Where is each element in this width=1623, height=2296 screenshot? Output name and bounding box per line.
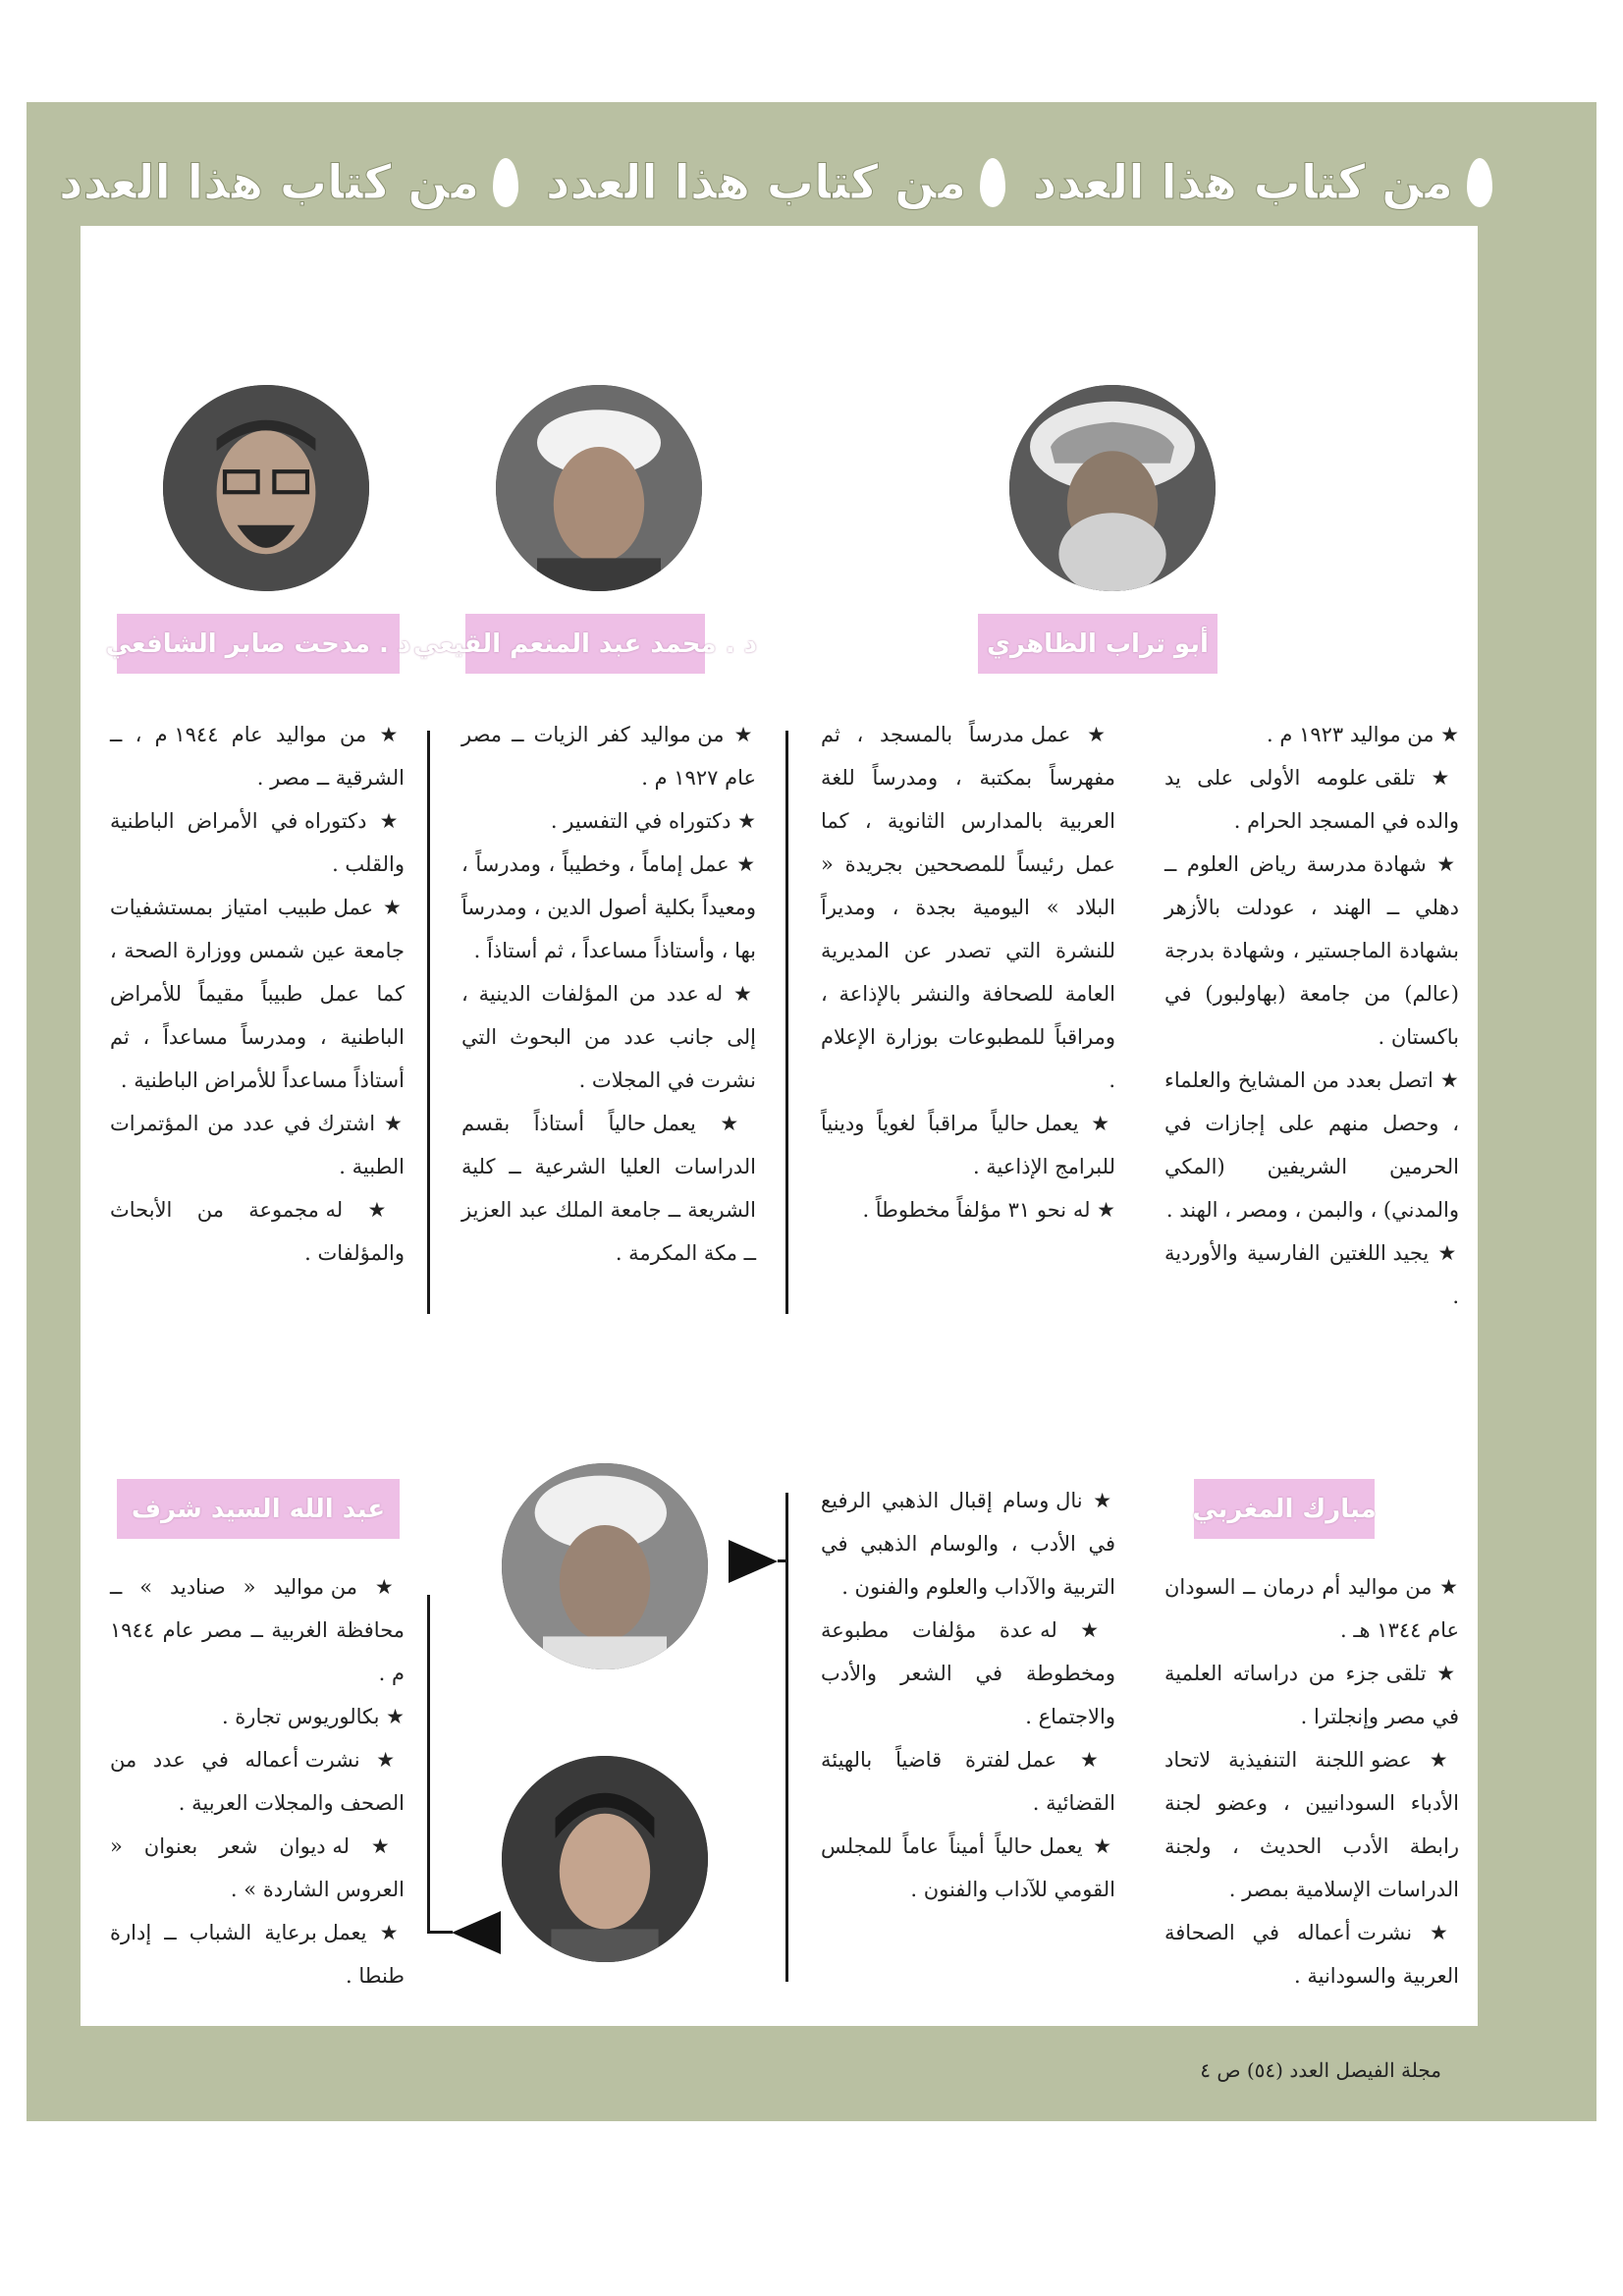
- bio-item: ★ له عدة مؤلفات مطبوعة ومخطوطة في الشعر والأدب والاجتماع .: [821, 1609, 1115, 1738]
- author-photo-qayyi: [496, 385, 702, 591]
- connector-line: [778, 1559, 788, 1562]
- name-bar-qayyi: [413, 614, 757, 674]
- bio-item: ★ يعمل حالياً مراقباً لغوياً ودينياً للبرامج الإذاعية .: [821, 1102, 1115, 1188]
- bio-item: ★ عضو اللجنة التنفيذية لاتحاد الأدباء السودانيين ، وعضو لجنة رابطة الأدب الحديث ، ولجنة الدراسات الإسلامية بمصر .: [1164, 1738, 1459, 1911]
- bio-item: ★ شهادة مدرسة رياض العلوم ــ دهلي ــ الهند ، عودلت بالأزهر بشهادة الماجستير ، وشهادة بدرجة (عالم) من جامعة (بهاولبور) في باكستان .: [1164, 843, 1459, 1059]
- column-divider: [785, 1493, 788, 1982]
- bio-column: [461, 713, 756, 1275]
- bio-item: ★ من مواليد أم درمان ــ السودان عام ١٣٤٤ هـ .: [1164, 1565, 1459, 1652]
- banner-text: من كتاب هذا العدد: [545, 155, 967, 210]
- bio-item: ★ له نحو ٣١ مؤلفاً مخطوطاً .: [821, 1188, 1115, 1231]
- connector-line: [427, 1931, 453, 1934]
- name-bar-abu-turab: [978, 614, 1217, 674]
- arrow-left-icon: [452, 1911, 501, 1954]
- author-name: د . مدحت صابر الشافعي: [105, 629, 411, 659]
- bio-item: ★ يجيد اللغتين الفارسية والأوردية .: [1164, 1231, 1459, 1318]
- leaf-icon: [980, 158, 1005, 207]
- bio-item: ★ دكتوراه في التفسير .: [461, 799, 756, 843]
- arrow-right-icon: [729, 1540, 778, 1583]
- bio-column: [821, 713, 1115, 1231]
- banner-text: من كتاب هذا العدد: [59, 155, 480, 210]
- bio-item: ★ له مجموعة من الأبحاث والمؤلفات .: [110, 1188, 405, 1275]
- bio-item: ★ من مواليد « صناديد » ــ محافظة الغربية ــ مصر عام ١٩٤٤ م .: [110, 1565, 405, 1695]
- author-name: عبد الله السيد شرف: [131, 1494, 386, 1524]
- bio-item: ★ نال وسام إقبال الذهبي الرفيع في الأدب ، والوسام الذهبي في التربية والآداب والعلوم والفنون .: [821, 1479, 1115, 1609]
- column-divider: [785, 731, 788, 1314]
- author-name: مبارك المغربي: [1192, 1494, 1377, 1524]
- bio-item: ★ له عدد من المؤلفات الدينية ، إلى جانب عدد من البحوث التي نشرت في المجلات .: [461, 972, 756, 1102]
- bio-item: ★ عمل إماماً ، وخطيباً ، ومدرساً ، ومعيداً بكلية أصول الدين ، ومدرساً بها ، وأستاذاً مساعداً ، ثم أستاذاً .: [461, 843, 756, 972]
- author-photo-abu-turab: [1009, 385, 1216, 591]
- bio-item: ★ عمل مدرساً بالمسجد ، ثم مفهرساً بمكتبة ، ومدرساً للغة العربية بالمدارس الثانوية ، كما عمل رئيساً للمصححين بجريدة « البلاد » اليومية بجدة ، ومديراً للنشرة التي تصدر عن المديرية العامة للصحافة والنشر بالإذاعة ، ومراقباً للمطبوعات بوزارة الإعلام .: [821, 713, 1115, 1102]
- bio-column: [110, 1565, 405, 1997]
- author-name: أبو تراب الظاهري: [987, 629, 1209, 659]
- leaf-icon: [493, 158, 518, 207]
- column-divider: [427, 1595, 430, 1933]
- leaf-icon: [1467, 158, 1492, 207]
- page-footer: مجلة الفيصل العدد (٥٤) ص ٤: [1200, 2058, 1441, 2082]
- author-photo-maghribi: [502, 1463, 708, 1669]
- bio-item: ★ عمل لفترة قاضياً بالهيئة القضائية .: [821, 1738, 1115, 1825]
- banner-item: [59, 155, 518, 210]
- bio-column: [110, 713, 405, 1275]
- bio-item: ★ تلقى جزء من دراساته العلمية في مصر وإنجلترا .: [1164, 1652, 1459, 1738]
- banner-item: [546, 155, 1005, 210]
- bio-item: ★ نشرت أعماله في عدد من الصحف والمجلات العربية .: [110, 1738, 405, 1825]
- banner-text: من كتاب هذا العدد: [1032, 155, 1453, 210]
- author-photo-sharaf: [502, 1756, 708, 1962]
- name-bar-shafii: [105, 614, 411, 674]
- bio-item: ★ يعمل حالياً أستاذاً بقسم الدراسات العليا الشرعية ــ كلية الشريعة ــ جامعة الملك عبد العزيز ــ مكة المكرمة .: [461, 1102, 756, 1275]
- author-name: د . محمد عبد المنعم القيعي: [413, 629, 757, 659]
- bio-item: ★ بكالوريوس تجارة .: [110, 1695, 405, 1738]
- banner-item: [1033, 155, 1492, 210]
- bio-item: ★ اتصل بعدد من المشايخ والعلماء ، وحصل منهم على إجازات في الحرمين الشريفين (المكي والمدني) ، والبمن ، ومصر ، الهند .: [1164, 1059, 1459, 1231]
- bio-column: [821, 1479, 1115, 1911]
- column-divider: [427, 731, 430, 1314]
- name-bar-sharaf: [117, 1479, 400, 1539]
- bio-item: ★ عمل طبيب امتياز بمستشفيات جامعة عين شمس ووزارة الصحة ، كما عمل طبيباً مقيماً للأمراض الباطنية ، ومدرساً مساعداً ، ثم أستاذاً مساعداً للأمراض الباطنية .: [110, 886, 405, 1102]
- bio-item: ★ يعمل برعاية الشباب ــ إدارة طنطا .: [110, 1911, 405, 1997]
- bio-item: ★ دكتوراه في الأمراض الباطنية والقلب .: [110, 799, 405, 886]
- header-banner: [59, 147, 1492, 218]
- bio-item: ★ له ديوان شعر بعنوان « العروس الشاردة » .: [110, 1825, 405, 1911]
- bio-item: ★ من مواليد ١٩٢٣ م .: [1164, 713, 1459, 756]
- name-bar-maghribi: [1194, 1479, 1375, 1539]
- bio-item: ★ اشترك في عدد من المؤتمرات الطبية .: [110, 1102, 405, 1188]
- bio-column: [1164, 1565, 1459, 1997]
- bio-item: ★ يعمل حالياً أميناً عاماً للمجلس القومي للآداب والفنون .: [821, 1825, 1115, 1911]
- bio-column: [1164, 713, 1459, 1318]
- author-photo-shafii: [163, 385, 369, 591]
- bio-item: ★ تلقى علومه الأولى على يد والده في المسجد الحرام .: [1164, 756, 1459, 843]
- bio-item: ★ من مواليد كفر الزيات ــ مصر عام ١٩٢٧ م .: [461, 713, 756, 799]
- bio-item: ★ نشرت أعماله في الصحافة العربية والسودانية .: [1164, 1911, 1459, 1997]
- bio-item: ★ من مواليد عام ١٩٤٤ م ، ــ الشرقية ــ مصر .: [110, 713, 405, 799]
